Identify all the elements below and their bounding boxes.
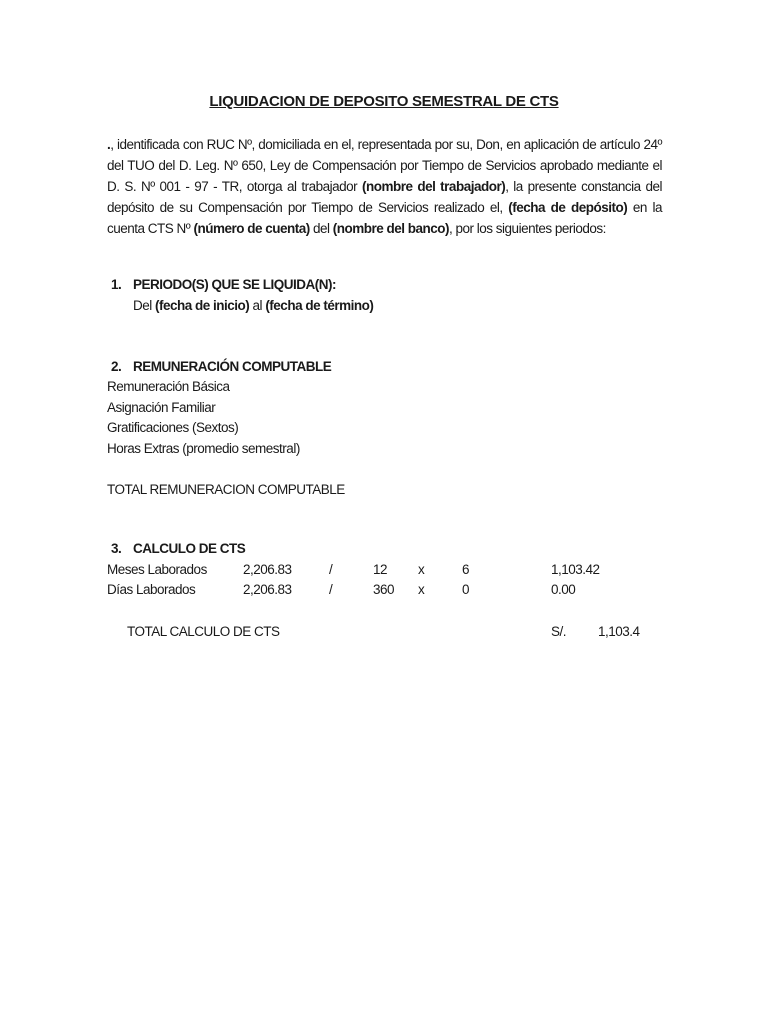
al-label: al xyxy=(249,298,266,313)
section-3-heading xyxy=(111,541,245,556)
bank-name-placeholder: (nombre del banco) xyxy=(332,221,450,236)
row-amount: 2,206.83 xyxy=(243,562,292,577)
section-2-title: REMUNERACIÓN COMPUTABLE xyxy=(133,359,332,374)
row-label: Días Laborados xyxy=(107,582,196,597)
section-3-title: CALCULO DE CTS xyxy=(133,541,246,556)
start-date-placeholder: (fecha de inicio) xyxy=(155,298,250,313)
section-2-number: 2. xyxy=(111,359,122,374)
remuneration-item: Gratificaciones (Sextos) xyxy=(107,420,239,435)
row-factor: 6 xyxy=(462,562,470,577)
worker-name-placeholder: (nombre del trabajador) xyxy=(361,179,506,194)
intro-text-3: en la cuenta CTS Nº xyxy=(107,200,663,236)
intro-text-5: , por los siguientes periodos: xyxy=(449,221,606,236)
section-1-heading xyxy=(111,277,336,292)
intro-paragraph xyxy=(107,134,662,239)
row-result: 1,103.42 xyxy=(551,562,600,577)
remuneration-item: Remuneración Básica xyxy=(107,379,230,394)
del-label: Del xyxy=(133,298,156,313)
section-2-heading xyxy=(111,359,331,374)
remuneration-item: Horas Extras (promedio semestral) xyxy=(107,441,300,456)
intro-text-4: del xyxy=(309,221,333,236)
currency-symbol: S/. xyxy=(551,624,567,639)
division-operator: / xyxy=(329,582,333,597)
section-3-number: 3. xyxy=(111,541,122,556)
section-1-title: PERIODO(S) QUE SE LIQUIDA(N): xyxy=(133,277,337,292)
period-line xyxy=(133,298,373,313)
end-date-placeholder: (fecha de término) xyxy=(265,298,374,313)
row-divisor: 360 xyxy=(373,582,395,597)
row-result: 0.00 xyxy=(551,582,576,597)
remuneration-total: TOTAL REMUNERACION COMPUTABLE xyxy=(107,482,345,497)
row-factor: 0 xyxy=(462,582,470,597)
account-number-placeholder: (número de cuenta) xyxy=(193,221,310,236)
intro-text-1: , identificada con RUC Nº, domiciliada en el, representada por su, Don, en aplicación de artículo 24º del TUO del D. Leg. Nº 650, Ley de Compensación por Tiempo de Servicios aprobado mediante el D. S. Nº 001 - 97 - TR, otorga al trabajador xyxy=(107,137,662,194)
row-divisor: 12 xyxy=(373,562,388,577)
multiply-operator: x xyxy=(418,562,425,577)
intro-text-2: , la presente constancia del depósito de su Compensación por Tiempo de Servicios realizado el, xyxy=(107,179,662,215)
intro-lead: . xyxy=(107,137,111,152)
cts-total-label: TOTAL CALCULO DE CTS xyxy=(127,624,280,639)
document-title: LIQUIDACION DE DEPOSITO SEMESTRAL DE CTS xyxy=(209,93,559,110)
division-operator: / xyxy=(329,562,333,577)
row-amount: 2,206.83 xyxy=(243,582,292,597)
deposit-date-placeholder: (fecha de depósito) xyxy=(508,200,628,215)
row-label: Meses Laborados xyxy=(107,562,207,577)
multiply-operator: x xyxy=(418,582,425,597)
remuneration-item: Asignación Familiar xyxy=(107,400,216,415)
cts-total-value: 1,103.4 xyxy=(598,624,640,639)
section-1-number: 1. xyxy=(111,277,122,292)
